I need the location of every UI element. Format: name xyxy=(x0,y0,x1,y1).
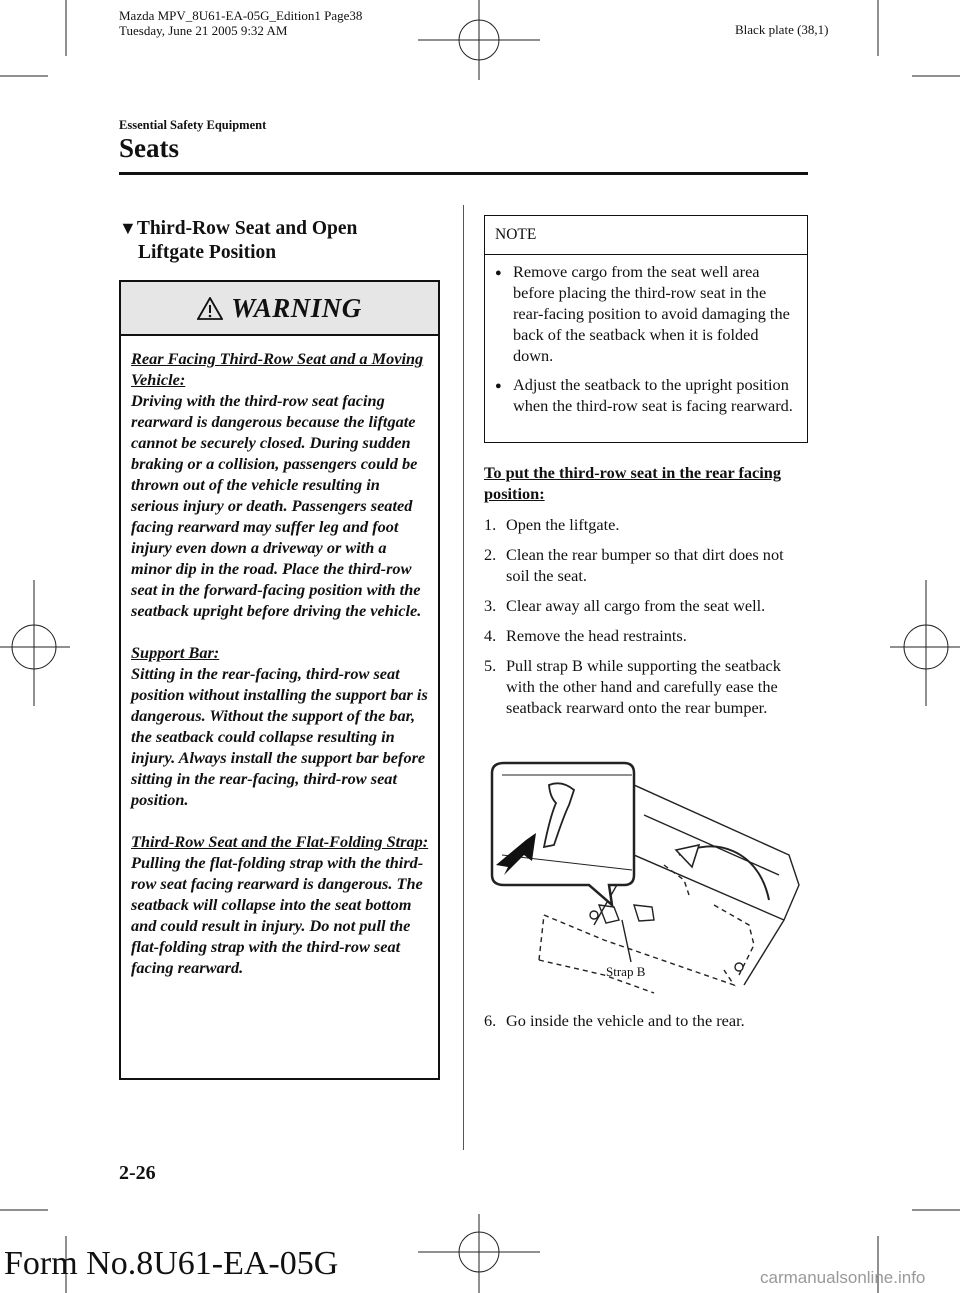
step-number: 5. xyxy=(484,656,497,675)
step xyxy=(484,595,809,616)
list-item xyxy=(495,374,799,416)
warning-text: Pulling the flat-folding strap with the third-row seat facing rearward is dangerous. The seatback will collapse into the seat bottom and could result in injury. Do not pull the flat-folding strap with the third-row seat facing rearward. xyxy=(131,853,424,977)
warning-triangle-icon xyxy=(197,297,223,320)
header-rule xyxy=(119,172,808,175)
step-text: Remove the head restraints. xyxy=(506,626,687,645)
warning-title: WARNING xyxy=(231,292,362,323)
page-number: 2-26 xyxy=(119,1162,156,1184)
page-title: Seats xyxy=(119,133,179,163)
step-number: 3. xyxy=(484,596,497,615)
bullet-icon: ● xyxy=(495,380,502,392)
form-number: Form No.8U61-EA-05G xyxy=(4,1245,339,1282)
plate-info xyxy=(119,8,362,38)
warning-subtitle: Support Bar: xyxy=(131,643,220,662)
step xyxy=(484,544,809,586)
warning-block-2 xyxy=(131,642,430,810)
section-marker-icon: ▼ xyxy=(119,218,137,238)
warning-block-3 xyxy=(131,831,430,978)
plate-right: Black plate (38,1) xyxy=(735,22,829,37)
warning-box xyxy=(119,280,440,1080)
watermark: carmanualsonline.info xyxy=(760,1268,926,1287)
warning-block-1 xyxy=(131,348,430,621)
note-box xyxy=(484,215,808,443)
note-item-text: Adjust the seatback to the upright position when the third-row seat is facing rearward. xyxy=(513,375,793,415)
step-text: Pull strap B while supporting the seatback with the other hand and carefully ease the seatback rearward onto the rear bumper. xyxy=(506,656,781,717)
note-item-text: Remove cargo from the seat well area before placing the third-row seat in the rear-facing position to avoid damaging the back of the seatback when it is folded down. xyxy=(513,262,790,365)
step xyxy=(484,1010,809,1031)
warning-text: Driving with the third-row seat facing rearward is dangerous because the liftgate cannot be securely closed. During sudden braking or a collision, passengers could be thrown out of the vehicle resulting in serious injury or death. Passengers seated facing rearward may suffer leg and foot injury even down a driveway or with a minor dip in the road. Place the third-row seat in the forward-facing position with the seatback upright before driving the vehicle. xyxy=(131,391,422,620)
step-row xyxy=(484,1010,809,1031)
warning-subtitle: Third-Row Seat and the Flat-Folding Strap: xyxy=(131,832,429,851)
note-body xyxy=(485,255,807,428)
section-heading xyxy=(119,216,449,265)
step-text: Open the liftgate. xyxy=(506,515,620,534)
bullet-icon: ● xyxy=(495,267,502,279)
step-number: 2. xyxy=(484,545,497,564)
step-text: Clear away all cargo from the seat well. xyxy=(506,596,766,615)
step-number: 6. xyxy=(484,1011,497,1030)
note-title: NOTE xyxy=(485,216,807,255)
step-text: Clean the rear bumper so that dirt does not soil the seat. xyxy=(506,545,784,585)
step xyxy=(484,625,809,646)
warning-body xyxy=(121,336,438,992)
plate-line-2: Tuesday, June 21 2005 9:32 AM xyxy=(119,23,288,38)
figure-label: Strap B xyxy=(606,964,646,979)
warning-subtitle: Rear Facing Third-Row Seat and a Moving Vehicle: xyxy=(131,349,424,389)
procedure xyxy=(484,462,809,727)
callout-zoom xyxy=(492,763,634,905)
step xyxy=(484,514,809,535)
section-kicker: Essential Safety Equipment xyxy=(119,118,267,132)
procedure-title: To put the third-row seat in the rear facing position: xyxy=(484,463,781,503)
procedure-steps xyxy=(484,514,809,718)
list-item xyxy=(495,261,799,366)
seat-strap-illustration xyxy=(484,755,804,995)
plate-line-1: Mazda MPV_8U61-EA-05G_Edition1 Page38 xyxy=(119,8,363,23)
section-title-line-1: Third-Row Seat and Open xyxy=(136,218,358,239)
step-number: 4. xyxy=(484,626,497,645)
step-number: 1. xyxy=(484,515,497,534)
column-divider xyxy=(463,205,464,1150)
section-title-line-2: Liftgate Position xyxy=(138,242,277,263)
warning-text: Sitting in the rear-facing, third-row seat position without installing the support bar is dangerous. Without the support of the bar, the seatback could collapse resulting in injury. Always install the support bar before sitting in the rear-facing, third-row seat position. xyxy=(131,664,428,809)
step-text: Go inside the vehicle and to the rear. xyxy=(506,1011,745,1030)
step xyxy=(484,655,809,718)
warning-header xyxy=(121,282,438,336)
